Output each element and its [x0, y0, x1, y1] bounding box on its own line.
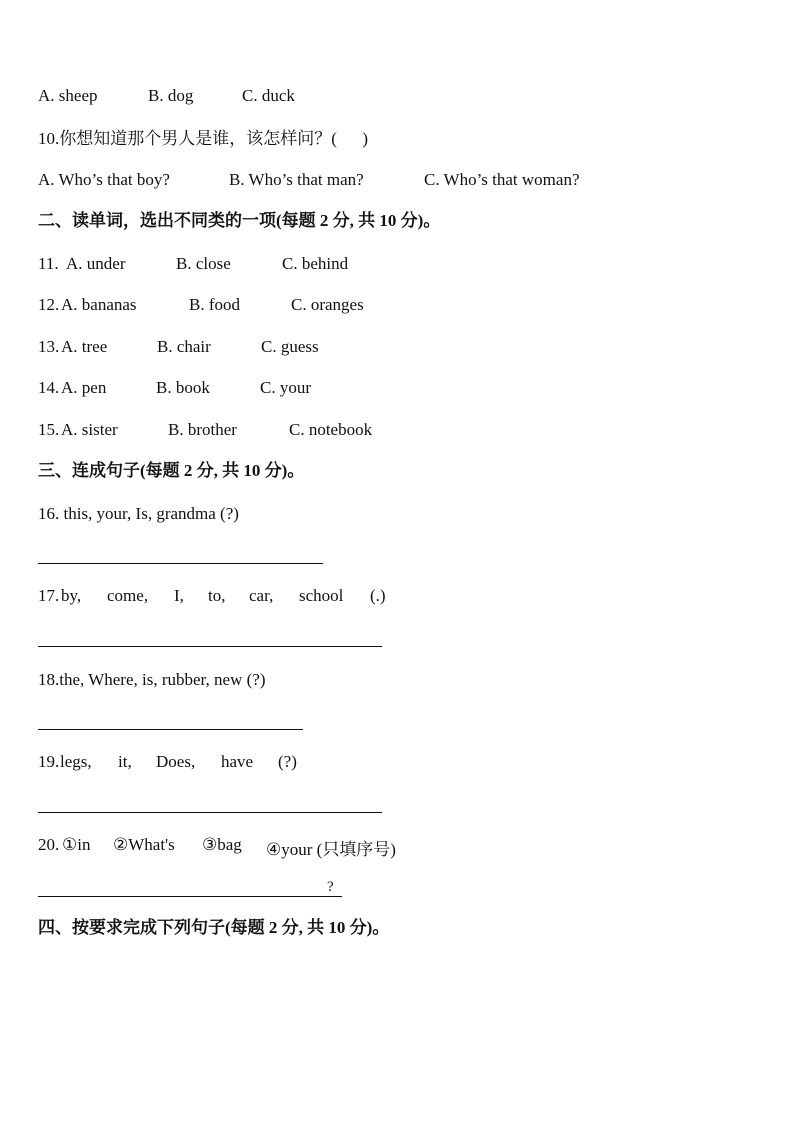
q12-number: 12.	[38, 295, 60, 314]
section4-heading: 四、按要求完成下列句子(每题 2 分, 共 10 分)。	[38, 918, 390, 937]
q17-word: to,	[208, 586, 226, 605]
q20-question-mark: ?	[327, 879, 334, 895]
q11-option-a: A. under	[66, 254, 126, 273]
q17-answer-line[interactable]	[38, 646, 382, 647]
q19-word: have	[221, 752, 254, 771]
q20-word: ①in	[62, 835, 91, 854]
q12-option-a: A. bananas	[61, 295, 137, 314]
q19-word: it,	[118, 752, 132, 771]
q11-number: 11.	[38, 254, 59, 273]
section3-heading: 三、连成句子(每题 2 分, 共 10 分)。	[38, 461, 305, 480]
q13-option-c: C. guess	[261, 337, 319, 356]
q15-option-c: C. notebook	[289, 420, 373, 439]
q19-word: legs,	[60, 752, 92, 771]
q17-word: (.)	[370, 586, 386, 605]
q14-option-b: B. book	[156, 378, 210, 397]
q19-answer-line[interactable]	[38, 812, 382, 813]
section2-heading: 二、读单词，选出不同类的一项(每题 2 分, 共 10 分)。	[38, 211, 441, 230]
q16-answer-line[interactable]	[38, 563, 323, 564]
q10-option-c: C. Who’s that woman?	[424, 170, 580, 189]
q16-prompt: 16. this, your, Is, grandma (?)	[38, 504, 239, 523]
q14-number: 14.	[38, 378, 60, 397]
q11-option-c: C. behind	[282, 254, 349, 273]
q15-option-a: A. sister	[61, 420, 118, 439]
q13-option-a: A. tree	[61, 337, 108, 356]
q20-number: 20.	[38, 835, 60, 854]
q19-word: (?)	[278, 752, 297, 771]
q10-option-b: B. Who’s that man?	[229, 170, 364, 189]
q10-option-a: A. Who’s that boy?	[38, 170, 170, 189]
q17-word: come,	[107, 586, 149, 605]
q20-word: ③bag	[202, 835, 242, 854]
q19-word: Does,	[156, 752, 196, 771]
q17-word: school	[299, 586, 344, 605]
q12-option-b: B. food	[189, 295, 240, 314]
q20-word: ②What's	[113, 835, 175, 854]
q12-option-c: C. oranges	[291, 295, 364, 314]
q17-number: 17.	[38, 586, 60, 605]
q15-number: 15.	[38, 420, 60, 439]
q18-prompt: 18.the, Where, is, rubber, new (?)	[38, 670, 266, 689]
q9-option-c: C. duck	[242, 86, 295, 105]
q20-answer-line[interactable]	[38, 896, 342, 897]
q17-word: car,	[249, 586, 274, 605]
q13-number: 13.	[38, 337, 60, 356]
q9-option-b: B. dog	[148, 86, 194, 105]
q13-option-b: B. chair	[157, 337, 211, 356]
q15-option-b: B. brother	[168, 420, 237, 439]
q10-stem: 10.你想知道那个男人是谁，该怎样问？( )	[38, 129, 369, 148]
q19-number: 19.	[38, 752, 60, 771]
q14-option-a: A. pen	[61, 378, 107, 397]
q18-answer-line[interactable]	[38, 729, 303, 730]
q14-option-c: C. your	[260, 378, 311, 397]
q17-word: by,	[61, 586, 82, 605]
q17-word: I,	[174, 586, 184, 605]
q20-word: ④your (只填序号)	[266, 840, 396, 859]
q11-option-b: B. close	[176, 254, 231, 273]
q9-option-a: A. sheep	[38, 86, 98, 105]
